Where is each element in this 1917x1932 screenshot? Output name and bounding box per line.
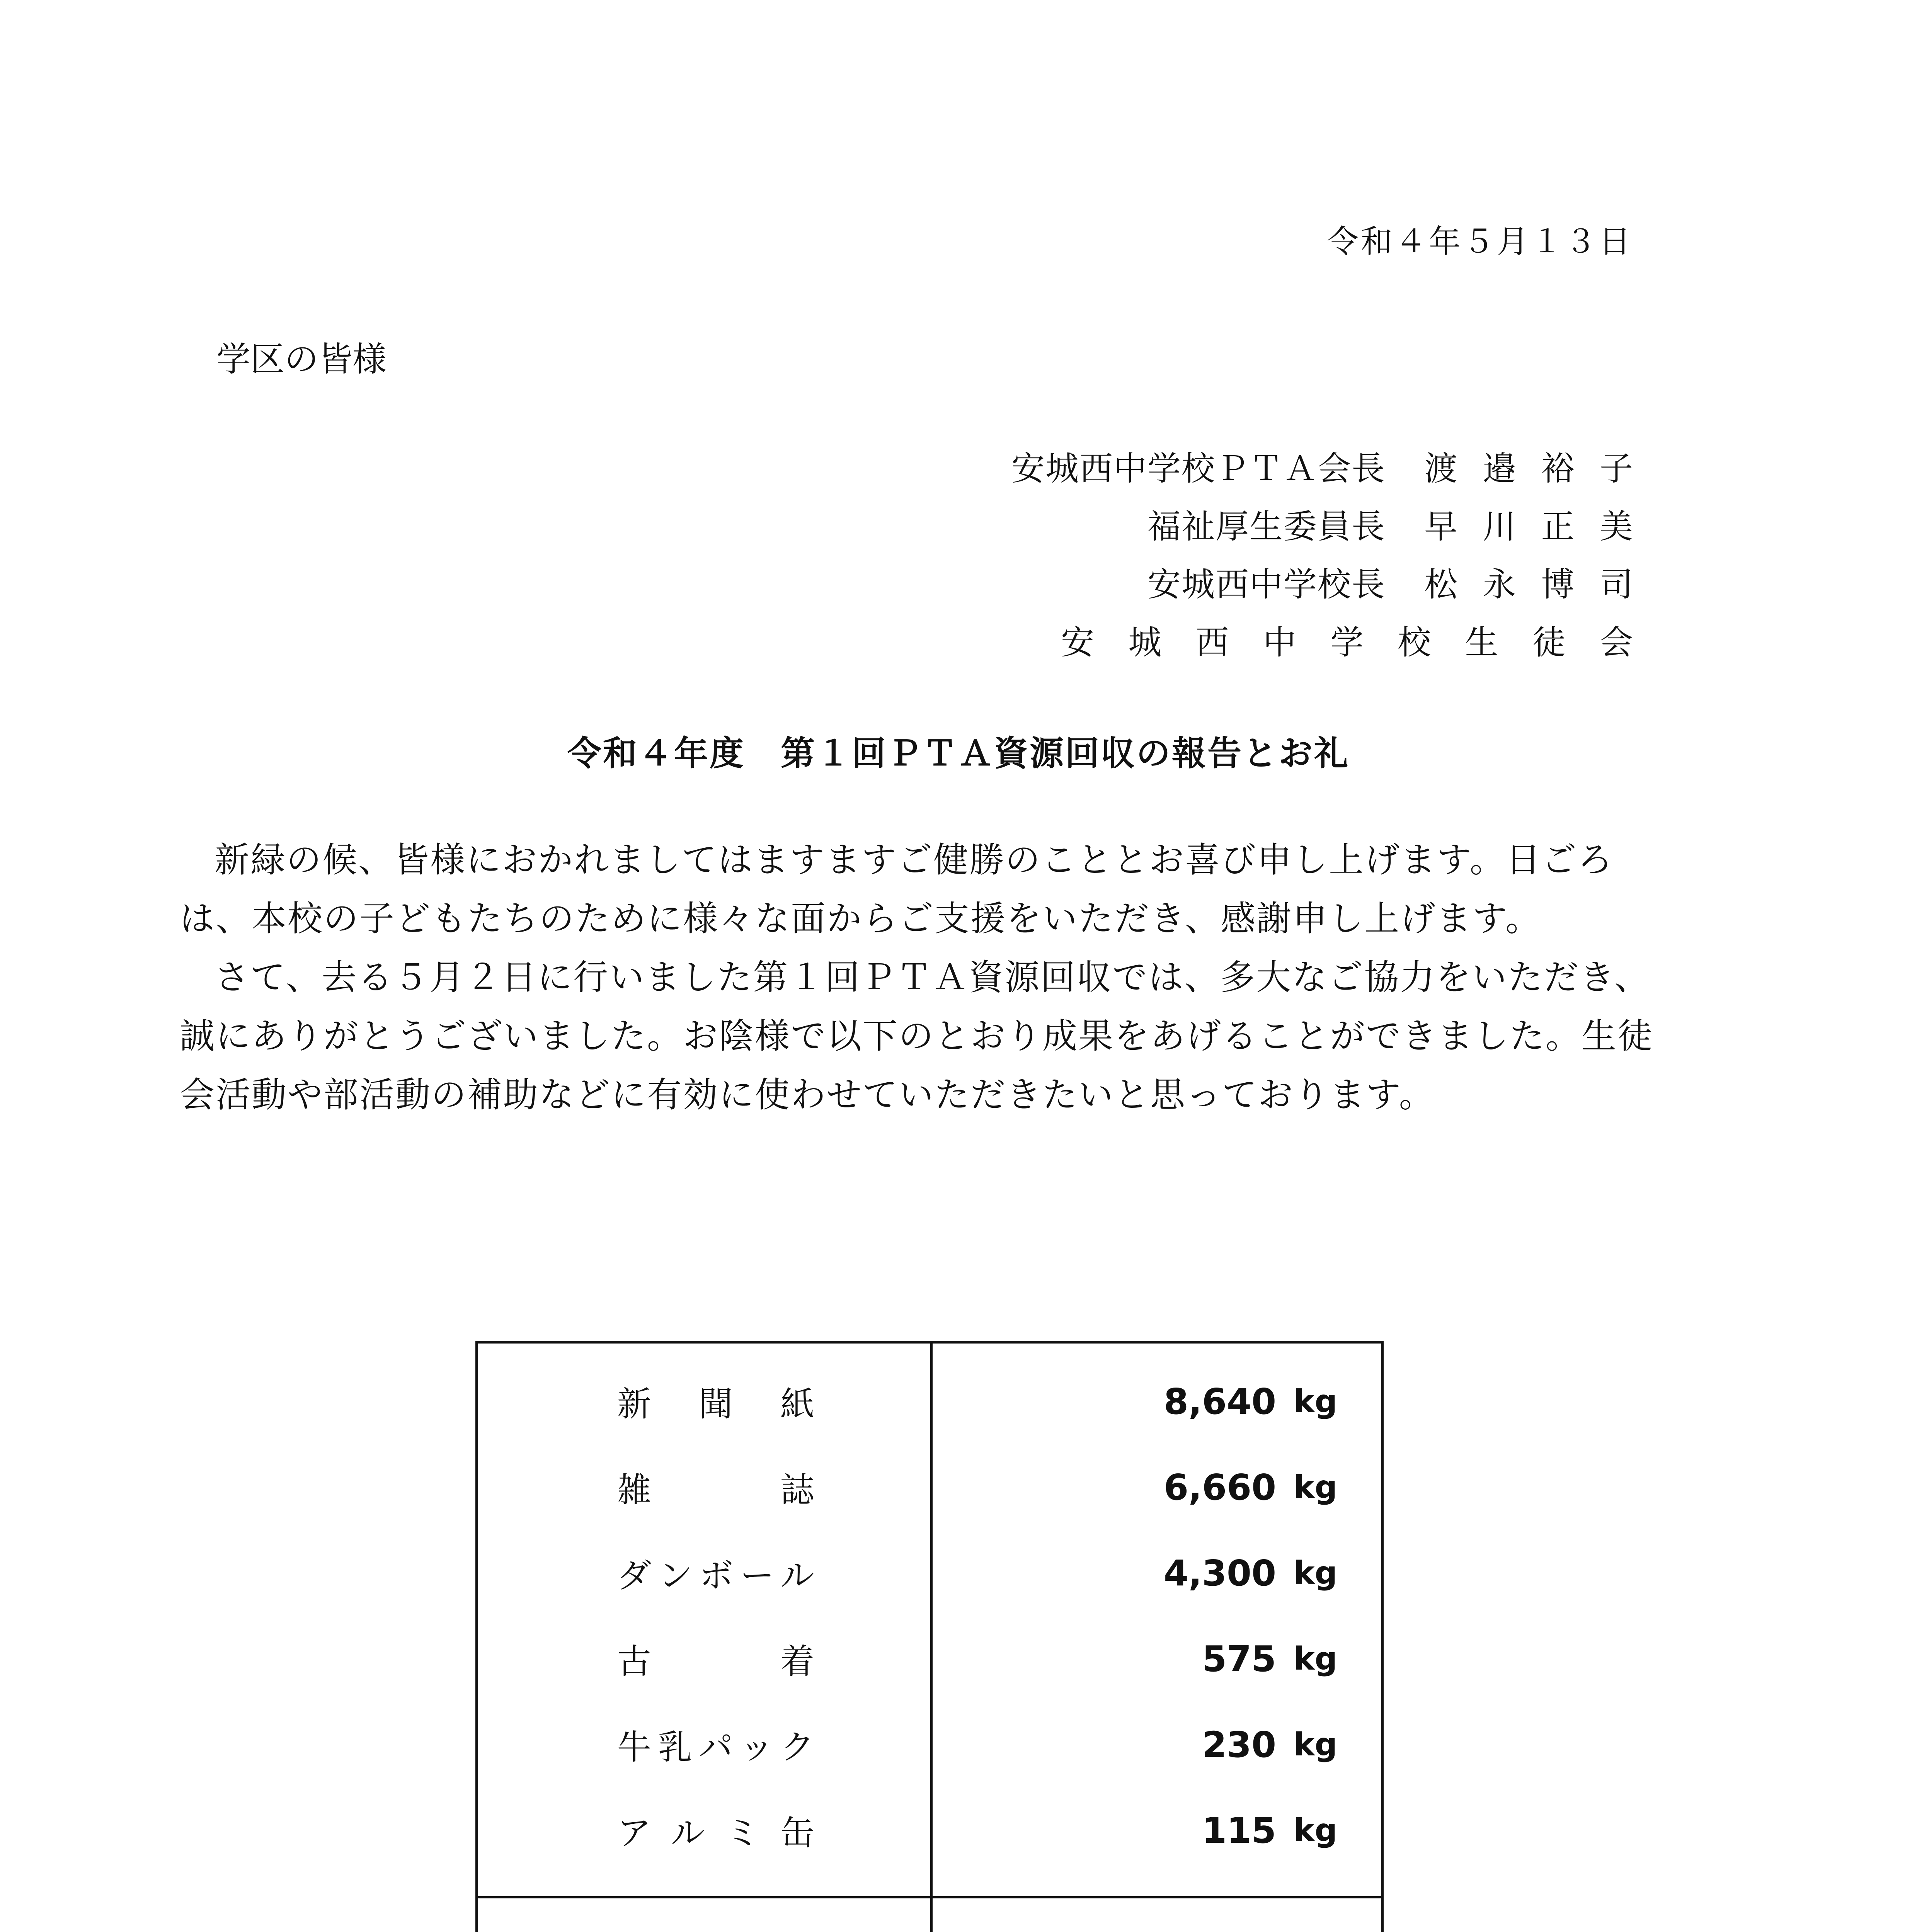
table-row [478,1445,1381,1530]
sender-row [628,553,1633,611]
table-row [478,1359,1381,1444]
item-label: ダンボール [617,1556,814,1595]
item-amount: 6,660 [1163,1466,1276,1508]
table-row [478,1616,1381,1701]
item-amount: 230 [1202,1724,1276,1765]
item-label: 古着 [617,1641,814,1681]
table-total-divider [478,1896,1381,1898]
item-amount: 4,300 [1163,1552,1276,1594]
sender-row [628,611,1633,668]
sender-name: 早川正美 [1424,507,1633,546]
item-label: 牛乳パック [617,1727,814,1767]
paragraph: 新緑の候、皆様におかれましてはますますご健勝のこととお喜び申し上げます。日ごろは、本校の子どもたちのために様々な面からご支援をいただき、感謝申し上げます。 [180,840,1614,939]
sender-row [628,437,1633,495]
item-unit: kg [1294,1640,1338,1677]
table-row [478,1531,1381,1616]
sender-org: 安城西中学校長 [1147,565,1386,604]
sender-block [628,437,1633,668]
sender-name: 渡邉裕子 [1424,449,1633,488]
item-unit: kg [1294,1469,1338,1506]
item-unit: kg [1294,1554,1338,1592]
item-label: 新聞紙 [617,1384,814,1424]
table-row [478,1702,1381,1787]
item-amount: 575 [1202,1638,1276,1680]
item-unit: kg [1294,1812,1338,1849]
document-title: 令和４年度 第１回ＰＴＡ資源回収の報告とお礼 [567,733,1350,773]
item-amount: 8,640 [1163,1381,1276,1422]
table-total-row [478,1908,1381,1932]
item-amount: 115 [1202,1810,1276,1851]
paragraph: さて、去る５月２日に行いました第１回ＰＴＡ資源回収では、多大なご協力をいただき、誠にありがとうございました。お陰様で以下のとおり成果をあげることができました。生徒会活動や部活動の補助などに有効に使わせていただきたいと思っております。 [180,957,1653,1115]
table-row [478,1788,1381,1873]
sender-student-council: 安城西中学校生徒会 [1061,623,1633,662]
item-label: アルミ缶 [617,1813,814,1853]
body-text [180,831,1679,1124]
item-unit: kg [1294,1726,1338,1763]
addressee: 学区の皆様 [216,339,387,379]
item-label: 雑誌 [617,1470,814,1510]
sender-org: 安城西中学校ＰＴＡ会長 [1011,449,1386,488]
collection-results-table [475,1341,1384,1932]
sender-name: 松永博司 [1424,565,1633,604]
document-date: 令和４年５月１３日 [1326,223,1633,260]
sender-row [628,495,1633,553]
total-label [617,1930,814,1932]
item-unit: kg [1294,1383,1338,1420]
sender-org: 福祉厚生委員長 [1147,507,1386,546]
